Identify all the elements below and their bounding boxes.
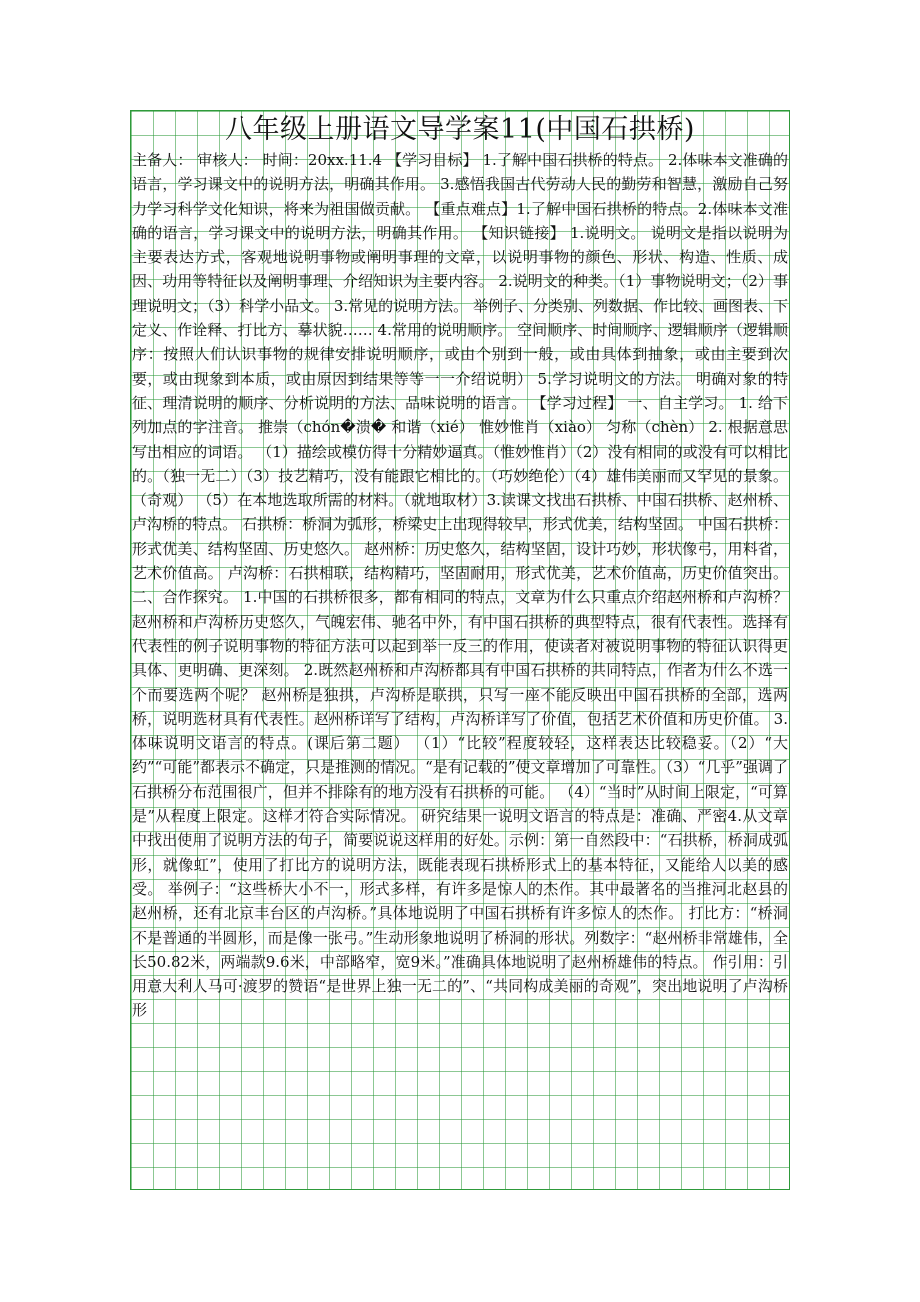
document-page — [132, 112, 788, 1023]
document-body: 主备人： 审核人： 时间：20xx.11.4 【学习目标】 1.了解中国石拱桥的特点。 2.体味本文准确的语言，学习课文中的说明方法，明确其作用。 3.感悟我国古代劳动人民的勤劳和智慧，激励自己努力学习科学文化知识，将来为祖国做贡献。 【重点难点】1.了解中国石拱桥的特点。2.体味本文准确的语言，学习课文中的说明方法，明确其作用。 【知识链接】 1.说明文。 说明文是指以说明为主要表达方式，客观地说明事物或阐明事理的文章，以说明事物的颜色、形状、构造、性质、成因、功用等特征以及阐明事理、介绍知识为主要内容。 2.说明文的种类。（1）事物说明文；（2）事理说明文；（3）科学小品文。 3.常见的说明方法。 举例子、分类别、列数据、作比较、画图表、下定义、作诠释、打比方、摹状貌…… 4.常用的说明顺序。 空间顺序、时间顺序、逻辑顺序（逻辑顺序：按照人们认识事物的规律安排说明顺序，或由个别到一般，或由具体到抽象，或由主要到次要，或由现象到本质，或由原因到结果等等一一介绍说明） 5.学习说明文的方法。 明确对象的特征、理清说明的顺序、分析说明的方法、品味说明的语言。 【学习过程】 一、自主学习。 1. 给下列加点的字注音。 推崇（chón�溃� 和谐（xié） 惟妙惟肖（xiào） 匀称（chèn） 2. 根据意思写出相应的词语。 （1）描绘或模仿得十分精妙逼真。（惟妙惟肖）（2）没有相同的或没有可以相比的。（独一无二）（3）技艺精巧，没有能跟它相比的。（巧妙绝伦）（4）雄伟美丽而又罕见的景象。（奇观） （5）在本地选取所需的材料。（就地取材）3.读课文找出石拱桥、中国石拱桥、赵州桥、卢沟桥的特点。 石拱桥：桥洞为弧形，桥梁史上出现得较早，形式优美，结构坚固。 中国石拱桥：形式优美、结构坚固、历史悠久。 赵州桥：历史悠久，结构坚固，设计巧妙，形状像弓，用料省，艺术价值高。 卢沟桥：石拱相联，结构精巧，坚固耐用，形式优美，艺术价值高，历史价值突出。 二、合作探究。 1.中国的石拱桥很多，都有相同的特点，文章为什么只重点介绍赵州桥和卢沟桥？ 赵州桥和卢沟桥历史悠久，气魄宏伟、驰名中外，有中国石拱桥的典型特点，很有代表性。选择有代表性的例子说明事物的特征方法可以起到举一反三的作用，使读者对被说明事物的特征认识得更具体、更明确、更深刻。 2.既然赵州桥和卢沟桥都具有中国石拱桥的共同特点，作者为什么不选一个而要选两个呢？ 赵州桥是独拱，卢沟桥是联拱，只写一座不能反映出中国石拱桥的全部，选两桥，说明选材具有代表性。赵州桥详写了结构，卢沟桥详写了价值，包括艺术价值和历史价值。 3.体味说明文语言的特点。(课后第二题） （1）“比较”程度较轻，这样表达比较稳妥。（2）“大约”“可能”都表示不确定，只是推测的情况。“是有记载的”使文章增加了可靠性。（3）“几乎”强调了石拱桥分布范围很广，但并不排除有的地方没有石拱桥的可能。 （4）“当时”从时间上限定，“可算是”从程度上限定。这样才符合实际情况。 研究结果一说明文语言的特点是：准确、严密4.从文章中找出使用了说明方法的句子，简要说说这样用的好处。示例：第一自然段中：“石拱桥，桥洞成弧形，就像虹”，使用了打比方的说明方法，既能表现石拱桥形式上的基本特征，又能给人以美的感受。 举例子：“这些桥大小不一，形式多样，有许多是惊人的杰作。其中最著名的当推河北赵县的赵州桥，还有北京丰台区的卢沟桥。”具体地说明了中国石拱桥有许多惊人的杰作。 打比方：“桥洞不是普通的半圆形，而是像一张弓。”生动形象地说明了桥洞的形状。列数字：“赵州桥非常雄伟，全长50.82米，两端款9.6米，中部略窄，宽9米。”准确具体地说明了赵州桥雄伟的特点。 作引用：引用意大利人马可·渡罗的赞语“是世界上独一无二的”、“共同构成美丽的奇观”，突出地说明了卢沟桥形 — [132, 151, 788, 1020]
document-title: 八年级上册语文导学案11(中国石拱桥) — [225, 114, 695, 145]
